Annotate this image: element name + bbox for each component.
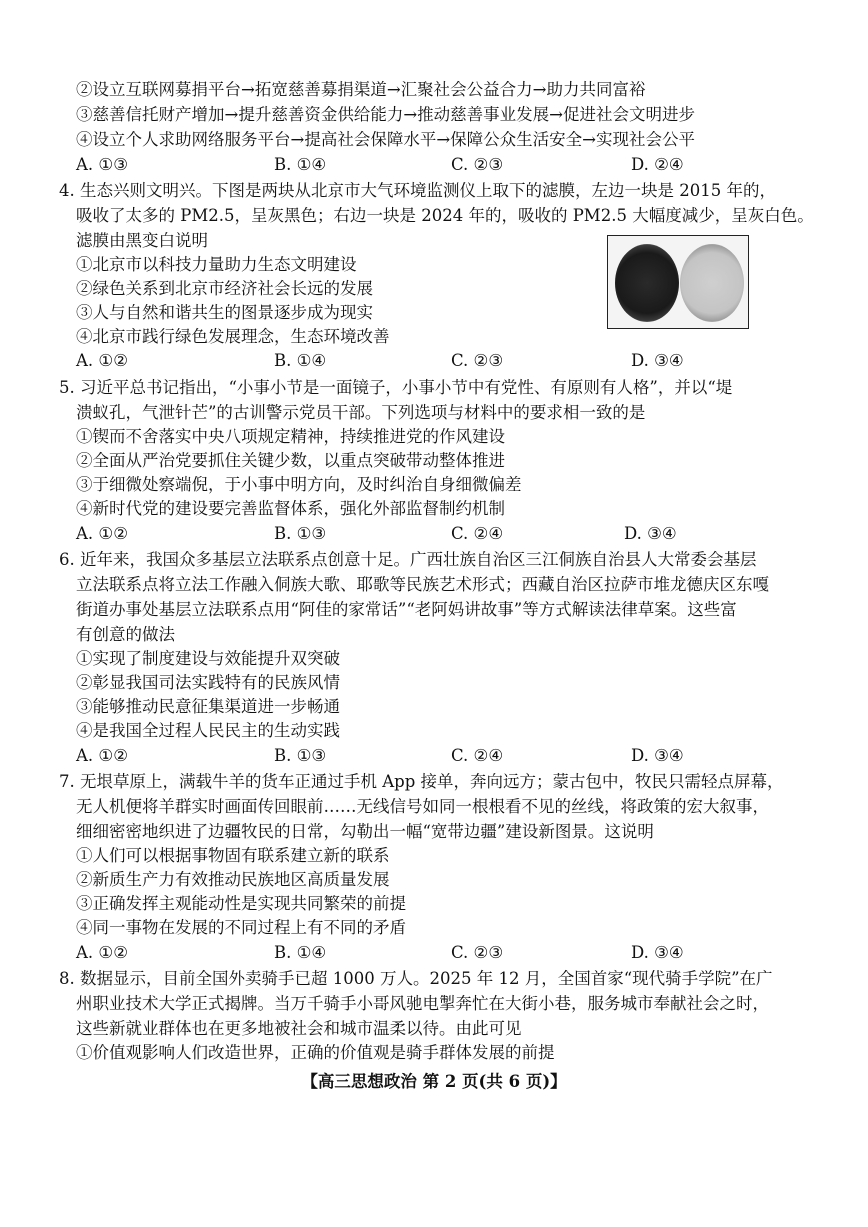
q5-option-c: C. ②④ xyxy=(451,524,504,543)
q3-option-d: D. ②④ xyxy=(631,155,684,174)
q6-stem-line-4: 有创意的做法 xyxy=(76,625,175,644)
q6-option-d: D. ③④ xyxy=(631,746,684,765)
q7-statement-2: ②新质生产力有效推动民族地区高质量发展 xyxy=(76,870,390,889)
q4-option-a: A. ①② xyxy=(76,351,128,370)
q5-option-a: A. ①② xyxy=(76,524,128,543)
q7-option-a: A. ①② xyxy=(76,943,128,962)
q7-statement-1: ①人们可以根据事物固有联系建立新的联系 xyxy=(76,846,390,865)
q8-statement-1: ①价值观影响人们改造世界，正确的价值观是骑手群体发展的前提 xyxy=(76,1043,555,1062)
filter-membranes-photo xyxy=(607,235,749,329)
q5-stem-line-2: 溃蚁孔，气泄针芒”的古训警示党员干部。下列选项与材料中的要求相一致的是 xyxy=(76,403,646,422)
q4-statement-3: ③人与自然和谐共生的图景逐步成为现实 xyxy=(76,303,373,322)
q6-stem-line-1: 6. 近年来，我国众多基层立法联系点创意十足。广西壮族自治区三江侗族自治县人大常委会基层 xyxy=(59,550,757,569)
q6-option-a: A. ①② xyxy=(76,746,128,765)
q4-statement-2: ②绿色关系到北京市经济社会长远的发展 xyxy=(76,279,373,298)
q5-option-b: B. ①③ xyxy=(274,524,327,543)
q7-stem-line-3: 细细密密地织进了边疆牧民的日常，勾勒出一幅“宽带边疆”建设新图景。这说明 xyxy=(76,822,654,841)
q5-statement-3: ③于细微处察端倪，于小事中明方向，及时纠治自身细微偏差 xyxy=(76,475,522,494)
q4-option-c: C. ②③ xyxy=(451,351,504,370)
light-filter-membrane xyxy=(680,244,744,322)
q5-statement-4: ④新时代党的建设要完善监督体系，强化外部监督制约机制 xyxy=(76,499,505,518)
q8-stem-line-1: 8. 数据显示，目前全国外卖骑手已超 1000 万人。2025 年 12 月，全国首家“现代骑手学院”在广 xyxy=(59,969,773,988)
q3-option-c: C. ②③ xyxy=(451,155,504,174)
page-footer: 【高三思想政治 第 2 页(共 6 页)】 xyxy=(301,1072,567,1091)
q8-stem-line-3: 这些新就业群体也在更多地被社会和城市温柔以待。由此可见 xyxy=(76,1019,522,1038)
q7-stem-line-1: 7. 无垠草原上，满载牛羊的货车正通过手机 App 接单，奔向远方；蒙古包中，牧民只需轻点屏幕， xyxy=(59,772,784,791)
q3-option-a: A. ①③ xyxy=(76,155,128,174)
q4-statement-1: ①北京市以科技力量助力生态文明建设 xyxy=(76,255,357,274)
q7-option-d: D. ③④ xyxy=(631,943,684,962)
q6-option-c: C. ②④ xyxy=(451,746,504,765)
q5-statement-2: ②全面从严治党要抓住关键少数，以重点突破带动整体推进 xyxy=(76,451,505,470)
q8-stem-line-2: 州职业技术大学正式揭牌。当万千骑手小哥风驰电掣奔忙在大街小巷，服务城市奉献社会之时， xyxy=(76,994,769,1013)
q5-option-d: D. ③④ xyxy=(624,524,677,543)
q4-statement-4: ④北京市践行绿色发展理念，生态环境改善 xyxy=(76,327,390,346)
q3-option-b: B. ①④ xyxy=(274,155,327,174)
q4-option-b: B. ①④ xyxy=(274,351,327,370)
q6-stem-line-3: 街道办事处基层立法联系点用“阿佳的家常话”“老阿妈讲故事”等方式解读法律草案。这些富 xyxy=(76,600,737,619)
q4-stem-line-1: 4. 生态兴则文明兴。下图是两块从北京市大气环境监测仪上取下的滤膜，左边一块是 2015 年的， xyxy=(59,181,776,200)
q6-statement-4: ④是我国全过程人民民主的生动实践 xyxy=(76,721,340,740)
q7-option-b: B. ①④ xyxy=(274,943,327,962)
q7-statement-3: ③正确发挥主观能动性是实现共同繁荣的前提 xyxy=(76,894,406,913)
q3-statement-2: ②设立互联网募捐平台→拓宽慈善募捐渠道→汇聚社会公益合力→助力共同富裕 xyxy=(76,80,646,99)
dark-filter-membrane xyxy=(615,244,679,322)
q4-stem-line-3: 滤膜由黑变白说明 xyxy=(76,231,208,250)
q6-statement-3: ③能够推动民意征集渠道进一步畅通 xyxy=(76,697,340,716)
q6-statement-1: ①实现了制度建设与效能提升双突破 xyxy=(76,649,340,668)
q5-statement-1: ①锲而不舍落实中央八项规定精神，持续推进党的作风建设 xyxy=(76,427,505,446)
q5-stem-line-1: 5. 习近平总书记指出，“小事小节是一面镜子，小事小节中有党性、有原则有人格”，并以“堤 xyxy=(59,378,733,397)
q7-statement-4: ④同一事物在发展的不同过程上有不同的矛盾 xyxy=(76,918,406,937)
q6-option-b: B. ①③ xyxy=(274,746,327,765)
q7-option-c: C. ②③ xyxy=(451,943,504,962)
q4-option-d: D. ③④ xyxy=(631,351,684,370)
q6-stem-line-2: 立法联系点将立法工作融入侗族大歌、耶歌等民族艺术形式；西藏自治区拉萨市堆龙德庆区东嘎 xyxy=(76,575,769,594)
q4-stem-line-2: 吸收了太多的 PM2.5，呈灰黑色；右边一块是 2024 年的，吸收的 PM2.5 大幅度减少，呈灰白色。 xyxy=(76,206,814,225)
q3-statement-4: ④设立个人求助网络服务平台→提高社会保障水平→保障公众生活安全→实现社会公平 xyxy=(76,130,695,149)
q7-stem-line-2: 无人机便将羊群实时画面传回眼前……无线信号如同一根根看不见的丝线，将政策的宏大叙事， xyxy=(76,797,769,816)
q3-statement-3: ③慈善信托财产增加→提升慈善资金供给能力→推动慈善事业发展→促进社会文明进步 xyxy=(76,105,695,124)
q6-statement-2: ②彰显我国司法实践特有的民族风情 xyxy=(76,673,340,692)
